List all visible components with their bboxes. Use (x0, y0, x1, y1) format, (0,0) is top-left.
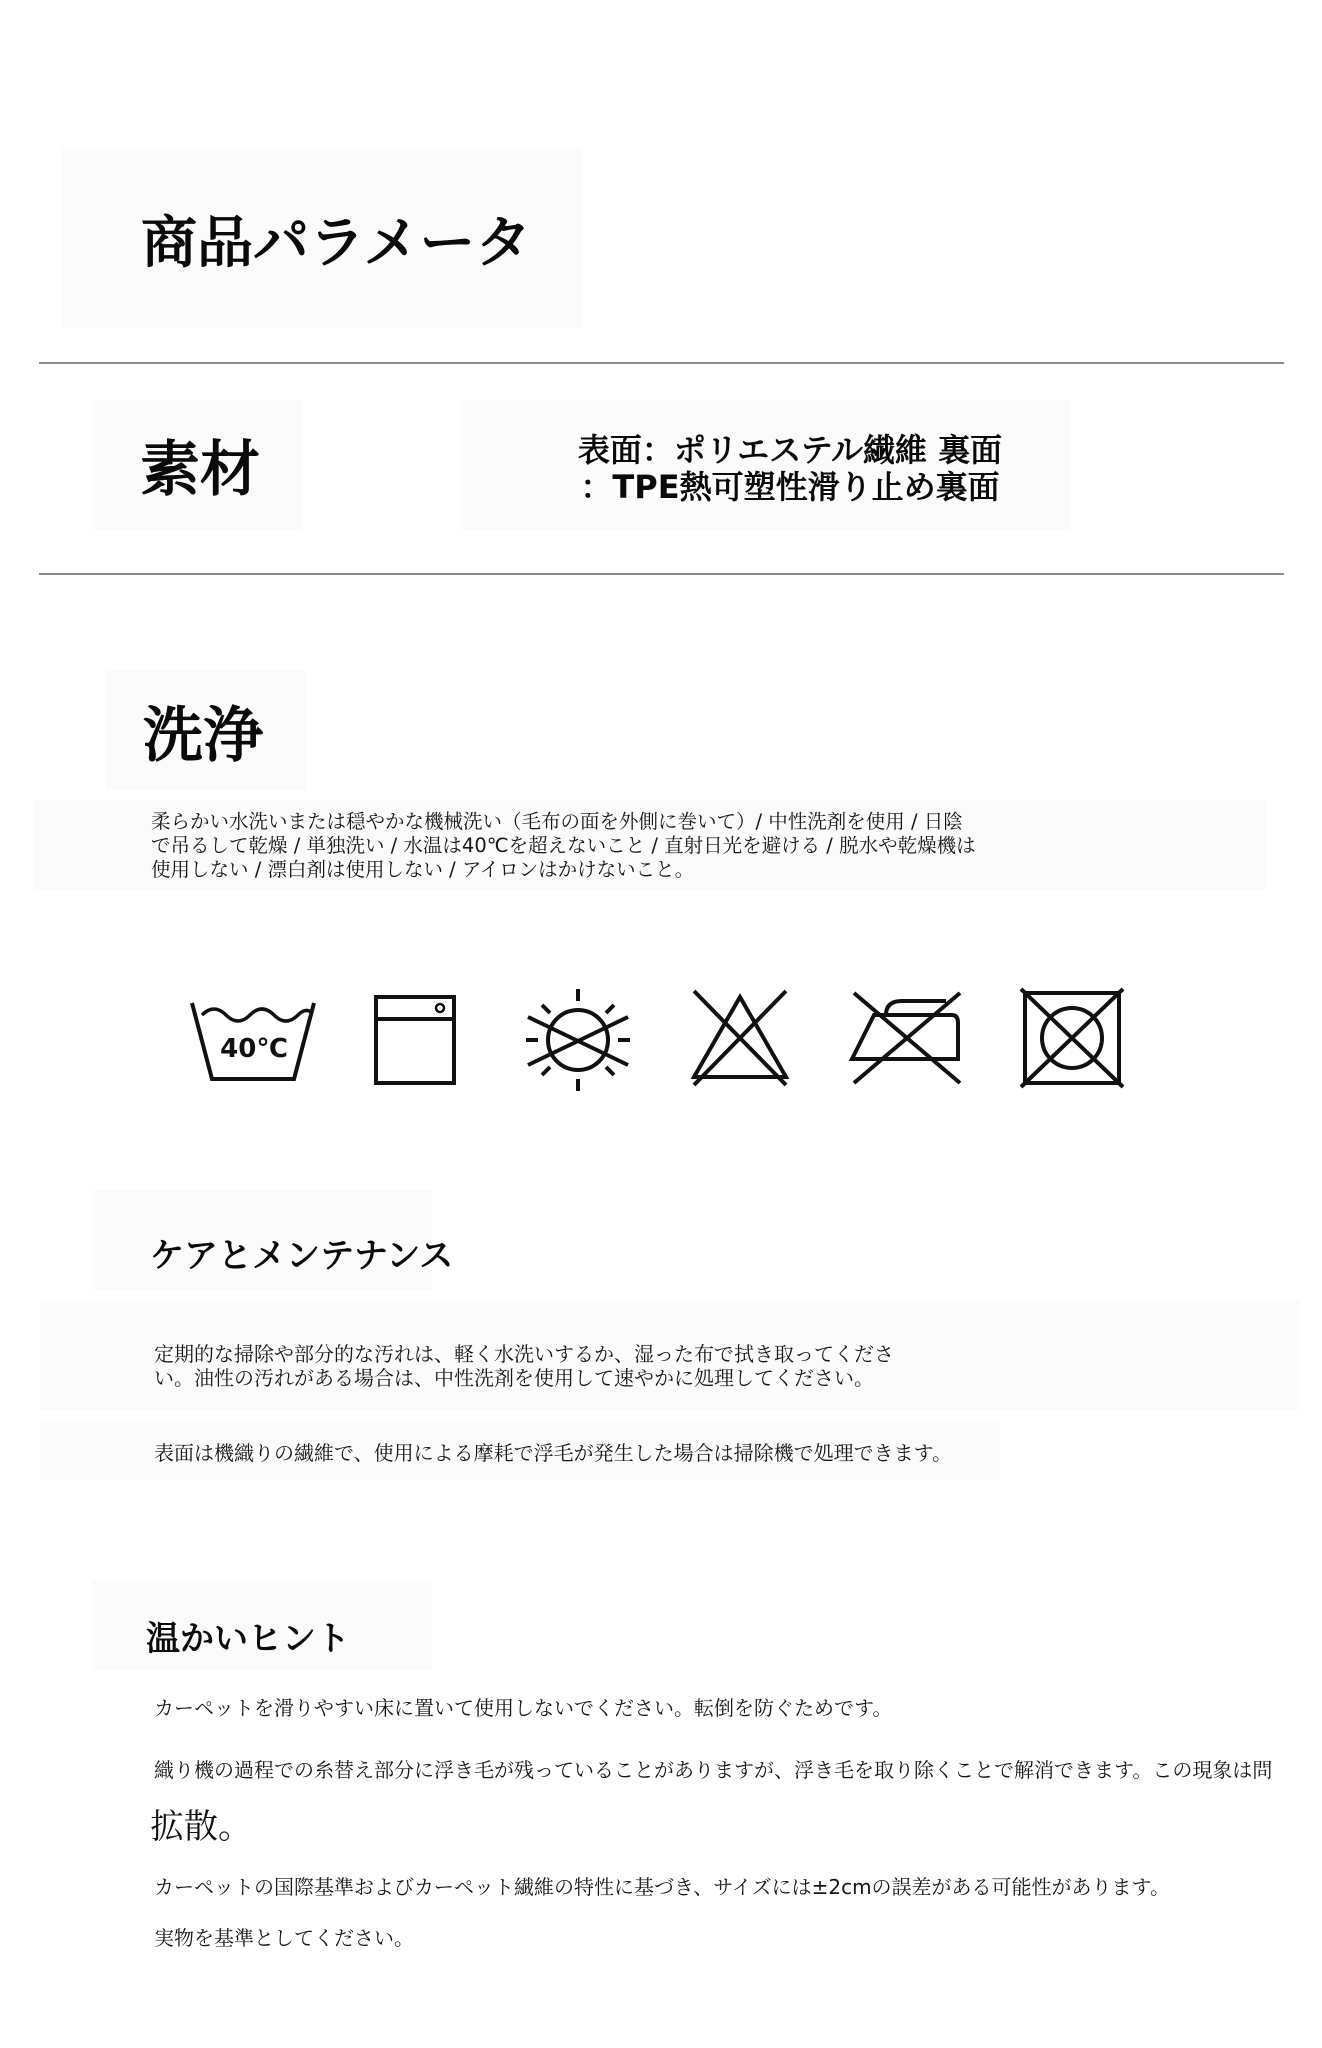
care-label: ケアとメンテナンス (150, 1236, 454, 1276)
no-tumble-dry-icon (372, 993, 458, 1087)
washing-line-2: で吊るして乾燥 / 単独洗い / 水温は40℃を超えないこと / 直射日光を避ける / 脱水や乾燥機は (151, 834, 976, 857)
wash-temp-label: 40℃ (220, 1034, 288, 1064)
no-sun-dry-icon (522, 985, 634, 1095)
tip-3: カーペットの国際基準およびカーペット繊維の特性に基づき、サイズには±2cmの誤差がある可能性があります。 (154, 1875, 1170, 1899)
wash-40c-icon (188, 995, 318, 1085)
no-iron-icon (846, 987, 968, 1087)
tip-2-continuation: 拡散。 (150, 1807, 252, 1847)
material-line-2: ：TPE熱可塑性滑り止め裏面 (580, 468, 1000, 506)
no-bleach-icon (686, 987, 794, 1087)
divider-top (39, 362, 1284, 364)
tip-1: カーペットを滑りやすい床に置いて使用しないでください。転倒を防ぐためです。 (154, 1696, 893, 1720)
washing-instructions (151, 810, 1151, 882)
divider-middle (39, 573, 1284, 575)
tip-4: 実物を基準としてください。 (154, 1926, 414, 1950)
material-description (540, 432, 1040, 506)
care-paragraph-2: 表面は機織りの繊維で、使用による摩耗で浮毛が発生した場合は掃除機で処理できます。 (154, 1441, 952, 1465)
care-line-2: い。油性の汚れがある場合は、中性洗剤を使用して速やかに処理してください。 (154, 1366, 874, 1390)
material-label: 素材 (140, 435, 260, 505)
washing-line-1: 柔らかい水洗いまたは穏やかな機械洗い（毛布の面を外側に巻いて）/ 中性洗剤を使用 / 日陰 (151, 810, 963, 833)
tips-label: 温かいヒント (146, 1619, 350, 1659)
no-dryer-icon (1017, 985, 1127, 1091)
page-title: 商品パラメータ (141, 211, 532, 276)
tip-2: 織り機の過程での糸替え部分に浮き毛が残っていることがありますが、浮き毛を取り除くことで解消できます。この現象は問 (154, 1758, 1273, 1782)
material-line-1: 表面：ポリエステル繊維 裏面 (577, 431, 1003, 469)
washing-label: 洗浄 (143, 701, 263, 771)
care-line-1: 定期的な掃除や部分的な汚れは、軽く水洗いするか、湿った布で拭き取ってくださ (154, 1342, 894, 1366)
washing-line-3: 使用しない / 漂白剤は使用しない / アイロンはかけないこと。 (151, 858, 695, 881)
care-paragraph-1 (154, 1342, 1054, 1390)
